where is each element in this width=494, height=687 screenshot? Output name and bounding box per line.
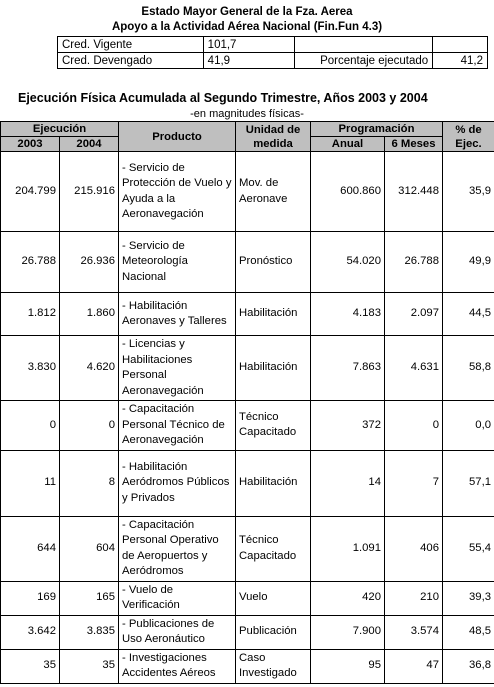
cell-6-meses: 0 [385,401,443,451]
table-row [1,293,494,336]
cell-2003: 11 [1,450,60,516]
cell-anual: 372 [311,401,385,451]
pct-executed-value: 41,2 [433,53,488,69]
cell-pct: 35,9 [443,152,494,232]
cell-pct: 55,4 [443,516,494,581]
cell-unidad: Técnico Capacitado [236,401,311,451]
credit-table [57,36,488,69]
cell-2004: 604 [60,516,119,581]
cell-anual: 420 [311,581,385,615]
header-anual: Anual [311,137,385,152]
cell-pct: 48,5 [443,615,494,649]
report-subtitle: Apoyo a la Actividad Aérea Nacional (Fin.Fun 4.3) [111,21,383,33]
cell-pct: 58,8 [443,336,494,401]
cell-unidad: Publicación [236,615,311,649]
cell-pct: 36,8 [443,649,494,683]
header-programacion: Programación [311,122,443,137]
cell-2004: 165 [60,581,119,615]
cell-pct: 44,5 [443,293,494,336]
cell-pct: 0,0 [443,401,494,451]
cell-producto: - Capacitación Personal Operativo de Aeropuertos y Aeródromos [119,516,236,581]
cell-anual: 1.091 [311,516,385,581]
table-row [1,336,494,401]
header-ejecucion: Ejecución [1,122,119,137]
table-row [1,232,494,293]
cell-2003: 204.799 [1,152,60,232]
cell-anual: 7.863 [311,336,385,401]
report-title: Estado Mayor General de la Fza. Aerea [141,6,353,18]
cred-vigente-label: Cred. Vigente [58,37,204,53]
cell-producto: - Habilitación Aeródromos Públicos y Privados [119,450,236,516]
cell-anual: 95 [311,649,385,683]
cell-pct: 57,1 [443,450,494,516]
cell-6-meses: 47 [385,649,443,683]
cell-2004: 215.916 [60,152,119,232]
cell-2003: 3.830 [1,336,60,401]
cell-unidad: Habilitación [236,293,311,336]
cell-producto: - Servicio de Meteorología Nacional [119,232,236,293]
cell-pct: 39,3 [443,581,494,615]
cell-2004: 35 [60,649,119,683]
cell-unidad: Mov. de Aeronave [236,152,311,232]
cell-unidad: Pronóstico [236,232,311,293]
table-row [1,649,494,683]
cell-6-meses: 7 [385,450,443,516]
cell-2004: 8 [60,450,119,516]
header-unidad: Unidad de medida [236,122,311,152]
execution-table [0,121,494,684]
cell-producto: - Vuelo de Verificación [119,581,236,615]
pct-executed-label: Porcentaje ejecutado [295,53,433,69]
cell-2004: 1.860 [60,293,119,336]
table-row [1,615,494,649]
table-row [1,516,494,581]
cell-anual: 14 [311,450,385,516]
cell-6-meses: 312.448 [385,152,443,232]
cell-anual: 4.183 [311,293,385,336]
cell-anual: 54.020 [311,232,385,293]
cell-anual: 7.900 [311,615,385,649]
unit-note: -en magnitudes físicas- [190,108,304,120]
cell-pct: 49,9 [443,232,494,293]
header-pct: % de Ejec. [443,122,494,152]
cred-devengado-label: Cred. Devengado [58,53,204,69]
cell-2003: 26.788 [1,232,60,293]
cell-2003: 644 [1,516,60,581]
cell-producto: - Licencias y Habilitaciones Personal Aeronavegación [119,336,236,401]
cell-2004: 4.620 [60,336,119,401]
cell-producto: - Capacitación Personal Técnico de Aeronavegación [119,401,236,451]
credit-row-vigente [58,37,488,53]
cell-2003: 1.812 [1,293,60,336]
cell-unidad: Técnico Capacitado [236,516,311,581]
table-row [1,401,494,451]
credit-empty-cell [433,37,488,53]
table-row [1,152,494,232]
cell-anual: 600.860 [311,152,385,232]
table-row [1,450,494,516]
header-producto: Producto [119,122,236,152]
cell-2004: 26.936 [60,232,119,293]
cell-6-meses: 4.631 [385,336,443,401]
cell-unidad: Habilitación [236,450,311,516]
cell-2004: 3.835 [60,615,119,649]
cell-unidad: Caso Investigado [236,649,311,683]
cred-devengado-value: 41,9 [203,53,295,69]
cell-producto: - Habilitación Aeronaves y Talleres [119,293,236,336]
cell-unidad: Vuelo [236,581,311,615]
cell-2003: 0 [1,401,60,451]
cell-producto: - Servicio de Protección de Vuelo y Ayuda a la Aeronavegación [119,152,236,232]
credit-empty-cell [295,37,433,53]
header-2003: 2003 [1,137,60,152]
cell-6-meses: 3.574 [385,615,443,649]
cell-2004: 0 [60,401,119,451]
cell-producto: - Investigaciones Accidentes Aéreos [119,649,236,683]
cell-2003: 35 [1,649,60,683]
cred-vigente-value: 101,7 [203,37,295,53]
cell-2003: 3.642 [1,615,60,649]
header-6-meses: 6 Meses [385,137,443,152]
cell-6-meses: 406 [385,516,443,581]
credit-row-devengado [58,53,488,69]
cell-6-meses: 2.097 [385,293,443,336]
cell-unidad: Habilitación [236,336,311,401]
cell-producto: - Publicaciones de Uso Aeronáutico [119,615,236,649]
header-2004: 2004 [60,137,119,152]
cell-2003: 169 [1,581,60,615]
cell-6-meses: 26.788 [385,232,443,293]
cell-6-meses: 210 [385,581,443,615]
table-row [1,581,494,615]
table-heading: Ejecución Física Acumulada al Segundo Trimestre, Años 2003 y 2004 [18,91,428,105]
